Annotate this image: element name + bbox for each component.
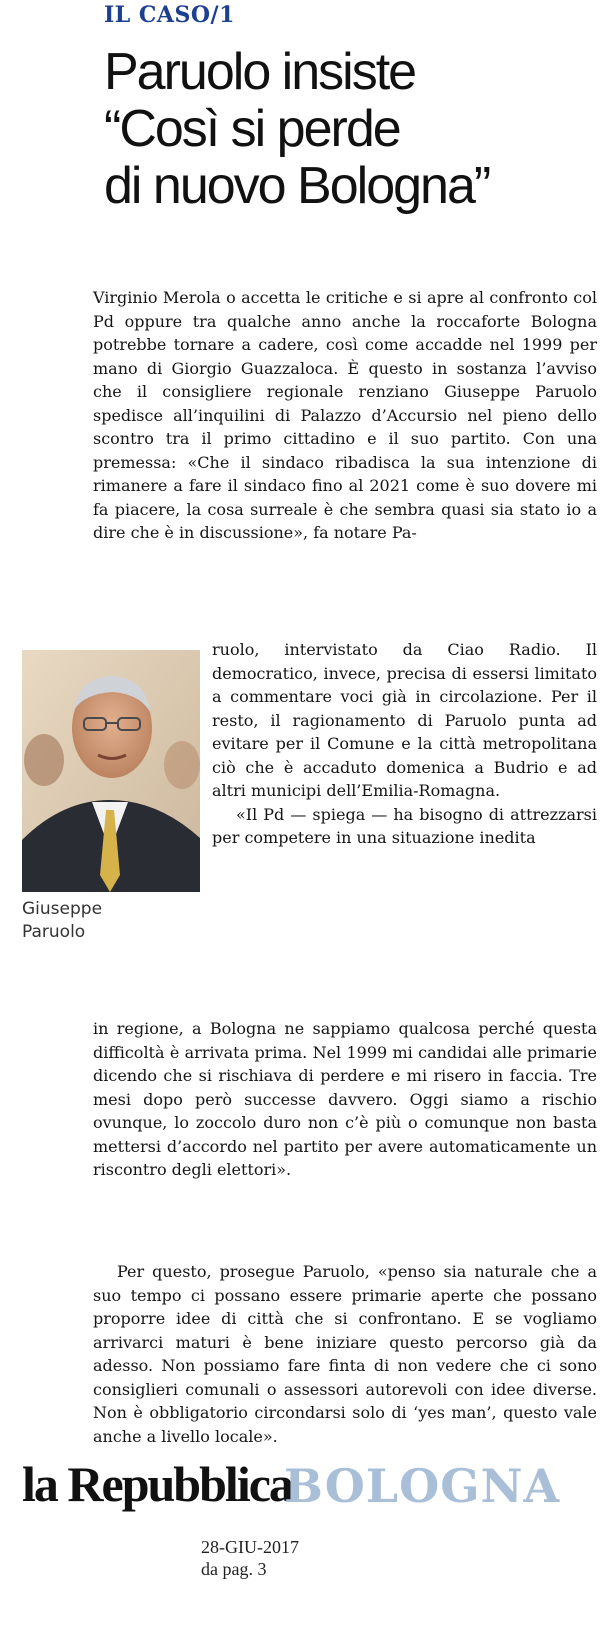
headline bbox=[104, 44, 604, 215]
article-paragraph: Per questo, prosegue Paruolo, «penso sia naturale che a suo tempo ci possano essere primarie aperte che possano proporre idee di città che si confrontano. E se vogliamo arrivarci maturi è bene iniziare questo percorso già da adesso. Non possiamo fare finta di non vedere che ci sono consiglieri comunali o assessori autorevoli con idee diverse. Non è obbligatorio circondarsi solo di ‘yes man’, questo vale anche a livello locale». bbox=[93, 1262, 597, 1446]
portrait-image bbox=[22, 650, 200, 892]
headline-line: Paruolo insiste bbox=[104, 43, 416, 101]
article-paragraph: «Il Pd — spiega — ha bisogno di attrezzarsi per competere in una situazione inedita bbox=[212, 804, 597, 847]
masthead-edition: BOLOGNA bbox=[284, 1459, 561, 1513]
article-body-top bbox=[93, 286, 597, 545]
article-body-mid bbox=[212, 638, 597, 850]
section-kicker: IL CASO/1 bbox=[104, 2, 235, 28]
masthead-paper-name: la Repubblica bbox=[22, 1456, 292, 1512]
article-paragraph: in regione, a Bologna ne sappiamo qualcosa perché questa difficoltà è arrivata prima. Nel 1999 mi candidai alle primarie dicendo che si rischiava di perdere e mi risero in faccia. Tre mesi dopo però successe davvero. Oggi siamo a rischio ovunque, lo zoccolo duro non c’è più o comunque non basta mettersi d’accordo nel partito per avere automaticamente un riscontro degli elettori». bbox=[93, 1019, 597, 1179]
headline-line: “Così si perde bbox=[104, 100, 400, 158]
publication-info bbox=[201, 1536, 299, 1580]
masthead bbox=[22, 1455, 612, 1515]
article-paragraph: Virginio Merola o accetta le critiche e si apre al confronto col Pd oppure tra qualche anno anche la roccaforte Bologna potrebbe tornare a cadere, così come accadde nel 1999 per mano di Giorgio Guazzaloca. È questo in sostanza l’avviso che il consigliere regionale renziano Giuseppe Paruolo spedisce all’inquilini di Palazzo d’Accursio nel pieno dello scontro tra il primo cittadino e il suo partito. Con una premessa: «Che il sindaco ribadisca la sua intenzione di rimanere a fare il sindaco fino al 2021 come è suo dovere mi fa piacere, la cosa surreale è che sembra quasi sia stato io a dire che è in discussione», fa notare Pa- bbox=[93, 288, 597, 542]
publication-date: 28-GIU-2017 bbox=[201, 1537, 299, 1557]
article-paragraph: ruolo, intervistato da Ciao Radio. Il democratico, invece, precisa di essersi limitato a commentare voci già in circolazione. Per il resto, il ragionamento di Paruolo punta ad evitare per il Comune e la città metropolitana ciò che è accaduto domenica a Budrio e ad altri municipi dell’Emilia-Romagna. bbox=[212, 640, 597, 800]
photo-caption bbox=[22, 898, 202, 944]
page-reference: da pag. 3 bbox=[201, 1559, 267, 1579]
portrait-photo bbox=[22, 650, 200, 892]
headline-line: di nuovo Bologna” bbox=[104, 157, 490, 215]
photo-caption-line: Giuseppe bbox=[22, 899, 103, 919]
article-body-bottom bbox=[93, 1017, 597, 1182]
photo-caption-line: Paruolo bbox=[22, 922, 86, 942]
article-body-end bbox=[93, 1260, 597, 1448]
